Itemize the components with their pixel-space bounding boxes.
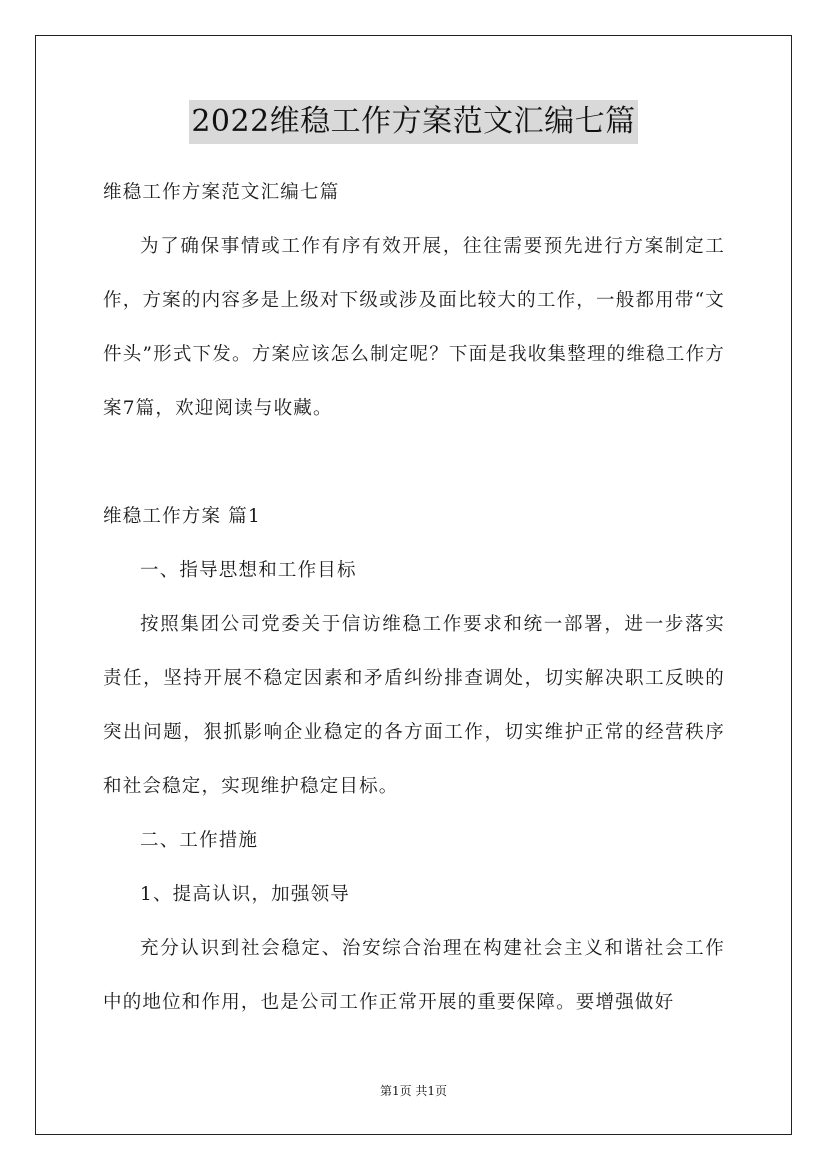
document-title: 2022维稳工作方案范文汇编七篇 [189, 100, 637, 144]
section-heading: 维稳工作方案 篇1 [103, 506, 261, 527]
page-footer: 第1页 共1页 [379, 1084, 448, 1098]
document-body [103, 166, 725, 1030]
item-body-1: 按照集团公司党委关于信访维稳工作要求和统一部署，进一步落实责任，坚持开展不稳定因素和矛盾纠纷排查调处，切实解决职工反映的突出问题，狠抓影响企业稳定的各方面工作，切实维护正常的经营秩序和社会稳定，实现维护稳定目标。 [103, 614, 725, 797]
document-subtitle: 维稳工作方案范文汇编七篇 [103, 182, 340, 203]
title-wrap [0, 100, 827, 144]
paragraph-gap [103, 436, 725, 490]
subitem-body-1: 充分认识到社会稳定、治安综合治理在构建社会主义和谐社会工作中的地位和作用，也是公司工作正常开展的重要保障。要增强做好 [103, 938, 725, 1013]
item-heading-1: 一、指导思想和工作目标 [140, 560, 357, 581]
subitem-heading-1: 1、提高认识，加强领导 [140, 884, 350, 905]
intro-paragraph: 为了确保事情或工作有序有效开展，往往需要预先进行方案制定工作，方案的内容多是上级对下级或涉及面比较大的工作，一般都用带“文件头”形式下发。方案应该怎么制定呢？下面是我收集整理的维稳工作方案7篇，欢迎阅读与收藏。 [103, 236, 725, 419]
item-heading-2: 二、工作措施 [140, 830, 259, 851]
